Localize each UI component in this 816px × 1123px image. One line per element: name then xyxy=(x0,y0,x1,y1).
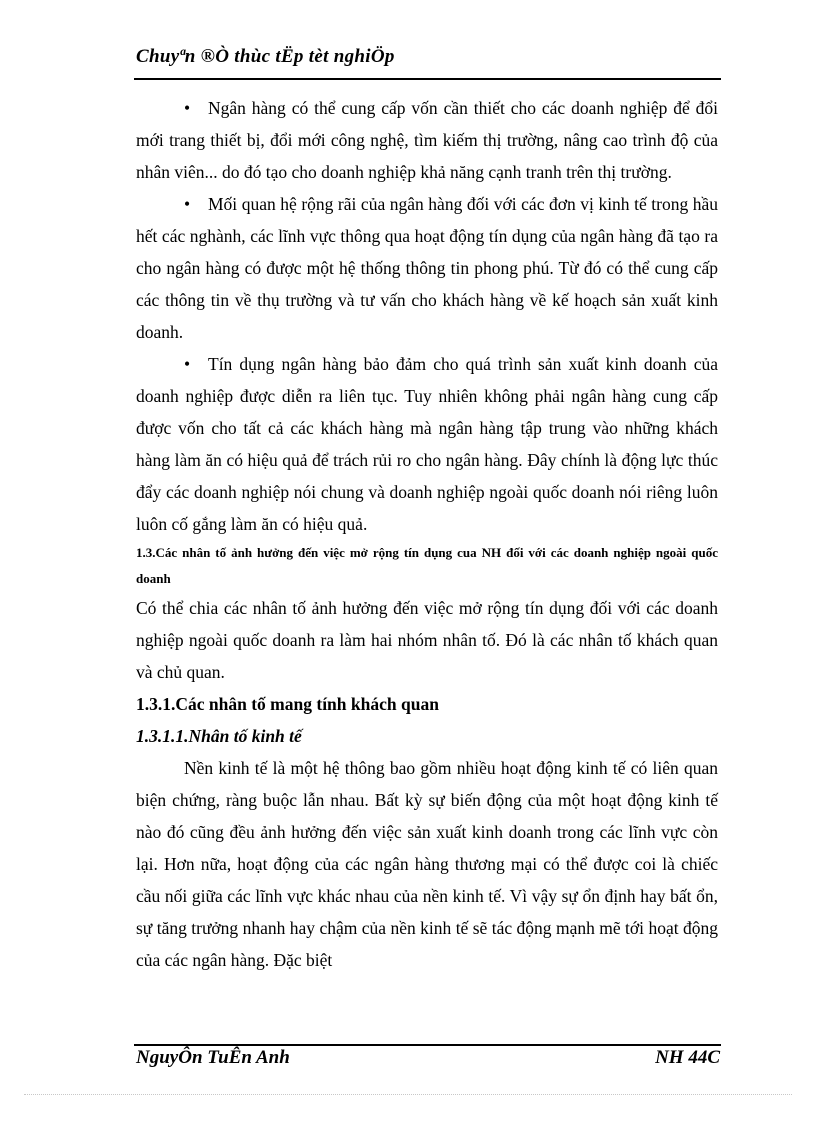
bullet-marker: • xyxy=(184,98,191,118)
running-header-title: Chuyªn ®Ò thùc tËp tèt nghiÖp xyxy=(136,46,395,67)
header-divider xyxy=(134,78,721,80)
bullet-marker: • xyxy=(184,354,191,374)
bullet-text: Ngân hàng có thể cung cấp vốn cần thiết cho các doanh nghiệp để đổi mới trang thiết bị, đổi mới công nghệ, tìm kiếm thị trường, nâng cao trình độ của nhân viên... do đó tạo cho doanh nghiệp khả năng cạnh tranh trên thị trường. xyxy=(136,98,718,182)
footer-divider xyxy=(134,1044,721,1046)
section-heading-1-3: 1.3.Các nhân tố ảnh hưởng đến việc mở rộng tín dụng cua NH đối với các doanh nghiệp ngoài quốc doanh xyxy=(136,545,718,586)
bullet-paragraph xyxy=(136,92,718,188)
bullet-paragraph xyxy=(136,188,718,348)
bullet-text: Mối quan hệ rộng rãi của ngân hàng đối với các đơn vị kinh tế trong hầu hết các nghành, các lĩnh vực thông qua hoạt động tín dụng của ngân hàng đã tạo ra cho ngân hàng có được một hệ thống thông tin phong phú. Từ đó có thể cung cấp các thông tin về thụ trường và tư vấn cho khách hàng về kế hoạch sản xuất kinh doanh. xyxy=(136,194,718,342)
section-intro-paragraph: Có thể chia các nhân tố ảnh hưởng đến việc mở rộng tín dụng đối với các doanh nghiệp ngoài quốc doanh ra làm hai nhóm nhân tố. Đó là các nhân tố khách quan và chủ quan. xyxy=(136,598,718,682)
footer-class-code: NH 44C xyxy=(655,1047,720,1068)
document-body xyxy=(136,92,718,976)
section-heading-1-3-1: 1.3.1.Các nhân tố mang tính khách quan xyxy=(136,694,439,714)
section-heading-1-3-1-1: 1.3.1.1.Nhân tố kinh tế xyxy=(136,726,302,746)
bullet-text: Tín dụng ngân hàng bảo đảm cho quá trình sản xuất kinh doanh của doanh nghiệp được diễn ra liên tục. Tuy nhiên không phải ngân hàng cung cấp được vốn cho tất cả các khách hàng mà ngân hàng tập trung vào những khách hàng làm ăn có hiệu quả để trách rủi ro cho ngân hàng. Đây chính là động lực thúc đẩy các doanh nghiệp nói chung và doanh nghiệp ngoài quốc doanh nói riêng luôn luôn cố gắng làm ăn có hiệu quả. xyxy=(136,354,718,534)
footer-author: NguyÔn TuÊn Anh xyxy=(136,1047,290,1068)
bullet-paragraph xyxy=(136,348,718,540)
page-bottom-edge xyxy=(24,1094,792,1095)
bullet-marker: • xyxy=(184,194,191,214)
economic-factor-paragraph: Nền kinh tế là một hệ thông bao gồm nhiều hoạt động kinh tế có liên quan biện chứng, ràng buộc lẫn nhau. Bất kỳ sự biến động của một hoạt động kinh tế nào đó cũng đều ảnh hưởng đến việc sản xuất kinh doanh trong các lĩnh vực còn lại. Hơn nữa, hoạt động của các ngân hàng thương mại có thể được coi là chiếc cầu nối giữa các lĩnh vực khác nhau của nền kinh tế. Vì vậy sự ổn định hay bất ổn, sự tăng trưởng nhanh hay chậm của nền kinh tế sẽ tác động mạnh mẽ tới hoạt động của các ngân hàng. Đặc biệt xyxy=(136,758,718,970)
